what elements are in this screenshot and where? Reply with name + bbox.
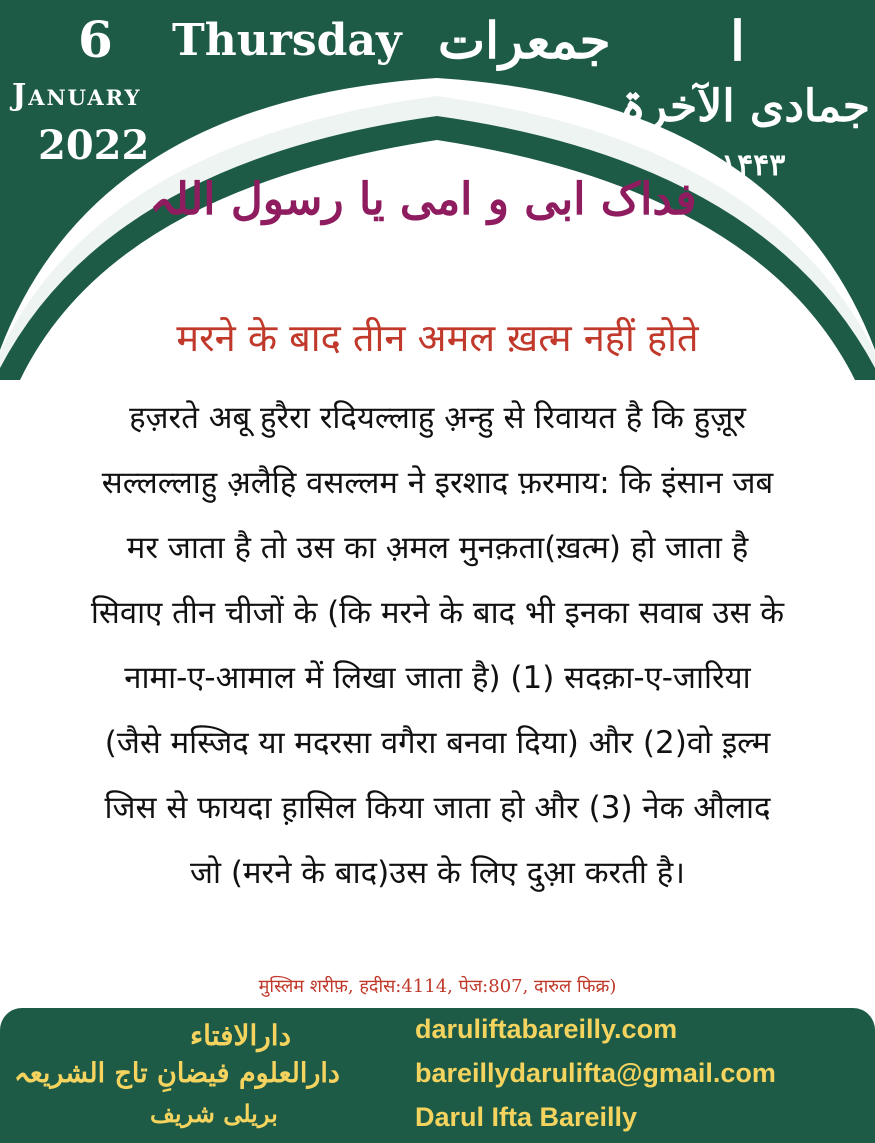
year: 2022 — [38, 122, 150, 169]
month-name: January — [12, 78, 142, 113]
org-name-line1: دارالافتاء — [190, 1019, 292, 1052]
org-name-line3: بریلی شریف — [150, 1099, 278, 1128]
source-reference: मुस्लिम शरीफ़, हदीस:4114, पेज:807, दारुल फिक्र) — [258, 976, 617, 997]
org-name-line2: دارالعلوم فیضانِ تاج الشریعہ — [14, 1058, 340, 1089]
calligraphy-logo — [149, 152, 697, 244]
email-link[interactable]: bareillydarulifta@gmail.com — [415, 1058, 776, 1088]
body-line: (जैसे मस्जिद या मदरसा वगैरा बनवा दिया) और (2)वो इ़ल्म — [104, 725, 771, 761]
calligraphy-text: فداک ابی و امی یا رسول اللہ — [149, 174, 697, 225]
body-line: जिस से फायदा ह़ासिल किया जाता हो और (3) नेक औलाद — [104, 790, 771, 826]
body-line: नामा-ए-आमाल में लिखा जाता है) (1) सदक़ा-ए-जारिया — [124, 660, 751, 696]
hijri-year: ۱۴۴۳ھ — [700, 148, 786, 183]
body-line: सल्लल्लाहु अ़लैहि वसल्लम ने इरशाद फ़रमाय: कि इंसान जब — [101, 465, 774, 501]
body-line: जो (मरने के बाद)उस के लिए दुआ़ करती है। — [190, 855, 685, 891]
page-title: मरने के बाद तीन अमल ख़त्म नहीं होते — [176, 316, 699, 360]
day-number: 6 — [78, 10, 113, 69]
hijri-month: جمادی الآخرۃ — [620, 81, 870, 132]
body-line: मर जाता है तो उस का अ़मल मुनक़ता(ख़त्म) हो जाता है — [126, 530, 749, 566]
footer-banner — [0, 1008, 875, 1143]
brand-name: Darul Ifta Bareilly — [415, 1102, 638, 1132]
hadith-body — [0, 386, 875, 906]
day-name: Thursday — [172, 15, 402, 66]
hijri-day: ا — [730, 9, 746, 73]
body-line: सिवाए तीन चीजों के (कि मरने के बाद भी इनका सवाब उस के — [90, 595, 785, 631]
weekday-arabic: جمعرات — [438, 11, 611, 70]
website-link[interactable]: daruliftabareilly.com — [415, 1014, 678, 1044]
body-line: हज़रते अबू हुरैरा रदियल्लाहु अ़न्हु से रिवायत है कि हुज़ूर — [129, 400, 746, 436]
